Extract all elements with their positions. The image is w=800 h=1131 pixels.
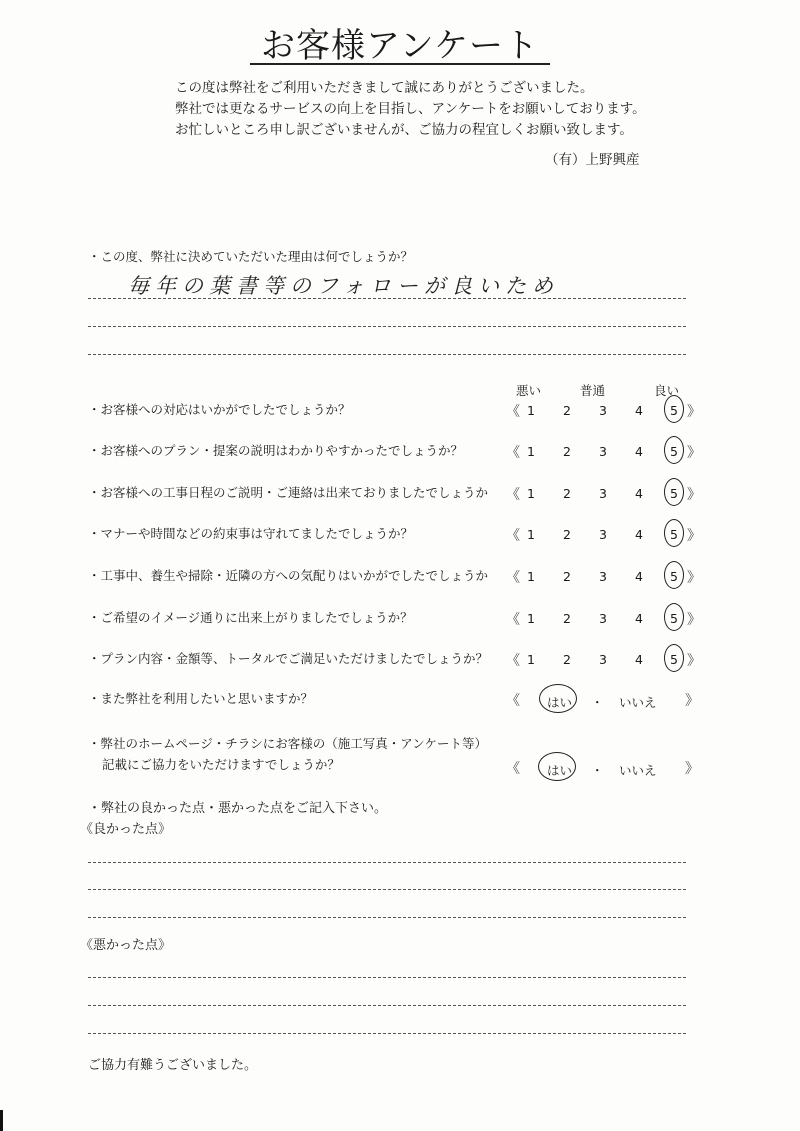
rating-option-2[interactable]: 2 (563, 569, 571, 584)
rating-question: ・マナーや時間などの約束事は守れてましたでしょうか？ (88, 526, 414, 541)
rating-question: ・お客様への対応はいかがでしたでしょうか？ (88, 402, 351, 417)
rating-option-3[interactable]: 3 (599, 611, 607, 626)
title-underline (250, 63, 550, 65)
rating-question: ・お客様への工事日程のご説明・ご連絡は出来ておりましたでしょうか (88, 485, 489, 500)
rating-question: ・ご希望のイメージ通りに出来上がりましたでしょうか？ (88, 610, 413, 625)
bracket-open: 《 (506, 612, 520, 628)
bracket-open: 《 (506, 761, 520, 777)
survey-title: お客様アンケート (261, 26, 539, 66)
rating-option-2[interactable]: 2 (563, 403, 571, 418)
good-points-label: 《良かった点》 (80, 822, 172, 837)
rating-option-3[interactable]: 3 (599, 486, 607, 501)
option-no[interactable]: いいえ (619, 695, 657, 710)
scale-header-good: 良い (654, 383, 680, 398)
rating-option-2[interactable]: 2 (563, 652, 571, 667)
comments-heading: ・弊社の良かった点・悪かった点をご記入下さい。 (88, 801, 388, 816)
bad-points-label: 《悪かった点》 (80, 938, 172, 953)
bracket-close: 》 (687, 487, 701, 503)
bracket-open: 《 (506, 570, 520, 586)
company-name: （有）上野興産 (545, 152, 640, 168)
rating-option-5[interactable]: 5 (670, 403, 678, 418)
answer-line (88, 977, 686, 978)
rating-option-3[interactable]: 3 (599, 403, 607, 418)
rating-option-5[interactable]: 5 (670, 444, 678, 459)
answer-line (88, 889, 686, 890)
rating-option-4[interactable]: 4 (635, 486, 643, 501)
bracket-close: 》 (687, 612, 701, 628)
rating-option-4[interactable]: 4 (635, 444, 643, 459)
bracket-open: 《 (506, 445, 520, 461)
scale-header-bad: 悪い (516, 383, 542, 398)
rating-option-1[interactable]: 1 (527, 403, 535, 418)
handwritten-answer-reason: 毎年の葉書等のフォローが良いため (128, 274, 559, 298)
bracket-close: 》 (687, 404, 701, 420)
answer-line (88, 917, 686, 918)
rating-question: ・お客様へのプラン・提案の説明はわかりやすかったでしょうか？ (88, 443, 464, 458)
answer-line (88, 354, 686, 355)
rating-option-5[interactable]: 5 (670, 611, 678, 626)
rating-question: ・プラン内容・金額等、トータルでご満足いただけましたでしょうか？ (88, 651, 489, 666)
answer-line (88, 326, 686, 327)
selected-circle (664, 395, 684, 423)
selected-circle (538, 752, 576, 781)
option-yes[interactable]: はい (547, 763, 573, 778)
bracket-open: 《 (506, 487, 520, 503)
selected-circle (664, 561, 684, 589)
option-yes[interactable]: はい (547, 695, 573, 710)
bracket-close: 》 (685, 761, 699, 777)
rating-option-3[interactable]: 3 (599, 527, 607, 542)
rating-option-4[interactable]: 4 (635, 611, 643, 626)
rating-option-4[interactable]: 4 (635, 569, 643, 584)
question-publish-line2: 記載にご協力をいただけますでしょうか？ (102, 757, 340, 772)
selected-circle (539, 684, 577, 713)
selected-circle (664, 603, 684, 631)
question-reason: ・この度、弊社に決めていただいた理由は何でしょうか？ (88, 249, 414, 264)
option-no[interactable]: いいえ (619, 763, 657, 778)
bracket-close: 》 (687, 528, 701, 544)
option-separator: ・ (591, 695, 604, 710)
rating-option-2[interactable]: 2 (563, 444, 571, 459)
rating-option-4[interactable]: 4 (635, 652, 643, 667)
footer-thanks: ご協力有難うございました。 (88, 1058, 258, 1073)
rating-option-1[interactable]: 1 (527, 611, 535, 626)
intro-line-3: お忙しいところ申し訳ございませんが、ご協力の程宜しくお願い致します。 (175, 122, 633, 138)
scale-header-normal: 普通 (580, 383, 606, 398)
rating-option-3[interactable]: 3 (599, 444, 607, 459)
bracket-close: 》 (687, 570, 701, 586)
bracket-open: 《 (506, 404, 520, 420)
rating-option-5[interactable]: 5 (670, 527, 678, 542)
rating-option-3[interactable]: 3 (599, 652, 607, 667)
selected-circle (664, 519, 684, 547)
answer-line (88, 1005, 686, 1006)
answer-line (88, 862, 686, 863)
bracket-close: 》 (685, 693, 699, 709)
rating-option-1[interactable]: 1 (527, 444, 535, 459)
question-reuse: ・また弊社を利用したいと思いますか？ (88, 691, 314, 706)
bracket-open: 《 (506, 528, 520, 544)
rating-option-2[interactable]: 2 (563, 527, 571, 542)
rating-option-2[interactable]: 2 (563, 486, 571, 501)
rating-option-5[interactable]: 5 (670, 569, 678, 584)
answer-line (88, 1033, 686, 1034)
rating-option-5[interactable]: 5 (670, 652, 678, 667)
bracket-close: 》 (687, 445, 701, 461)
selected-circle (664, 436, 684, 464)
intro-line-2: 弊社では更なるサービスの向上を目指し、アンケートをお願いしております。 (175, 101, 646, 117)
bracket-open: 《 (506, 693, 520, 709)
scan-edge-mark (0, 1110, 3, 1131)
rating-option-3[interactable]: 3 (599, 569, 607, 584)
question-publish: ・弊社のホームページ・チラシにお客様の（施工写真・アンケート等） (88, 736, 488, 751)
selected-circle (664, 478, 684, 506)
rating-option-1[interactable]: 1 (527, 486, 535, 501)
rating-option-4[interactable]: 4 (635, 403, 643, 418)
rating-option-5[interactable]: 5 (670, 486, 678, 501)
bracket-close: 》 (687, 653, 701, 669)
selected-circle (664, 644, 684, 672)
bracket-open: 《 (506, 653, 520, 669)
rating-option-2[interactable]: 2 (563, 611, 571, 626)
rating-option-1[interactable]: 1 (527, 652, 535, 667)
intro-line-1: この度は弊社をご利用いただきまして誠にありがとうございました。 (175, 80, 594, 96)
rating-option-4[interactable]: 4 (635, 527, 643, 542)
answer-line (88, 298, 686, 299)
rating-question: ・工事中、養生や掃除・近隣の方への気配りはいかがでしたでしょうか (88, 568, 489, 583)
intro-text (175, 78, 646, 141)
option-separator: ・ (591, 763, 604, 778)
rating-option-1[interactable]: 1 (527, 527, 535, 542)
rating-option-1[interactable]: 1 (527, 569, 535, 584)
